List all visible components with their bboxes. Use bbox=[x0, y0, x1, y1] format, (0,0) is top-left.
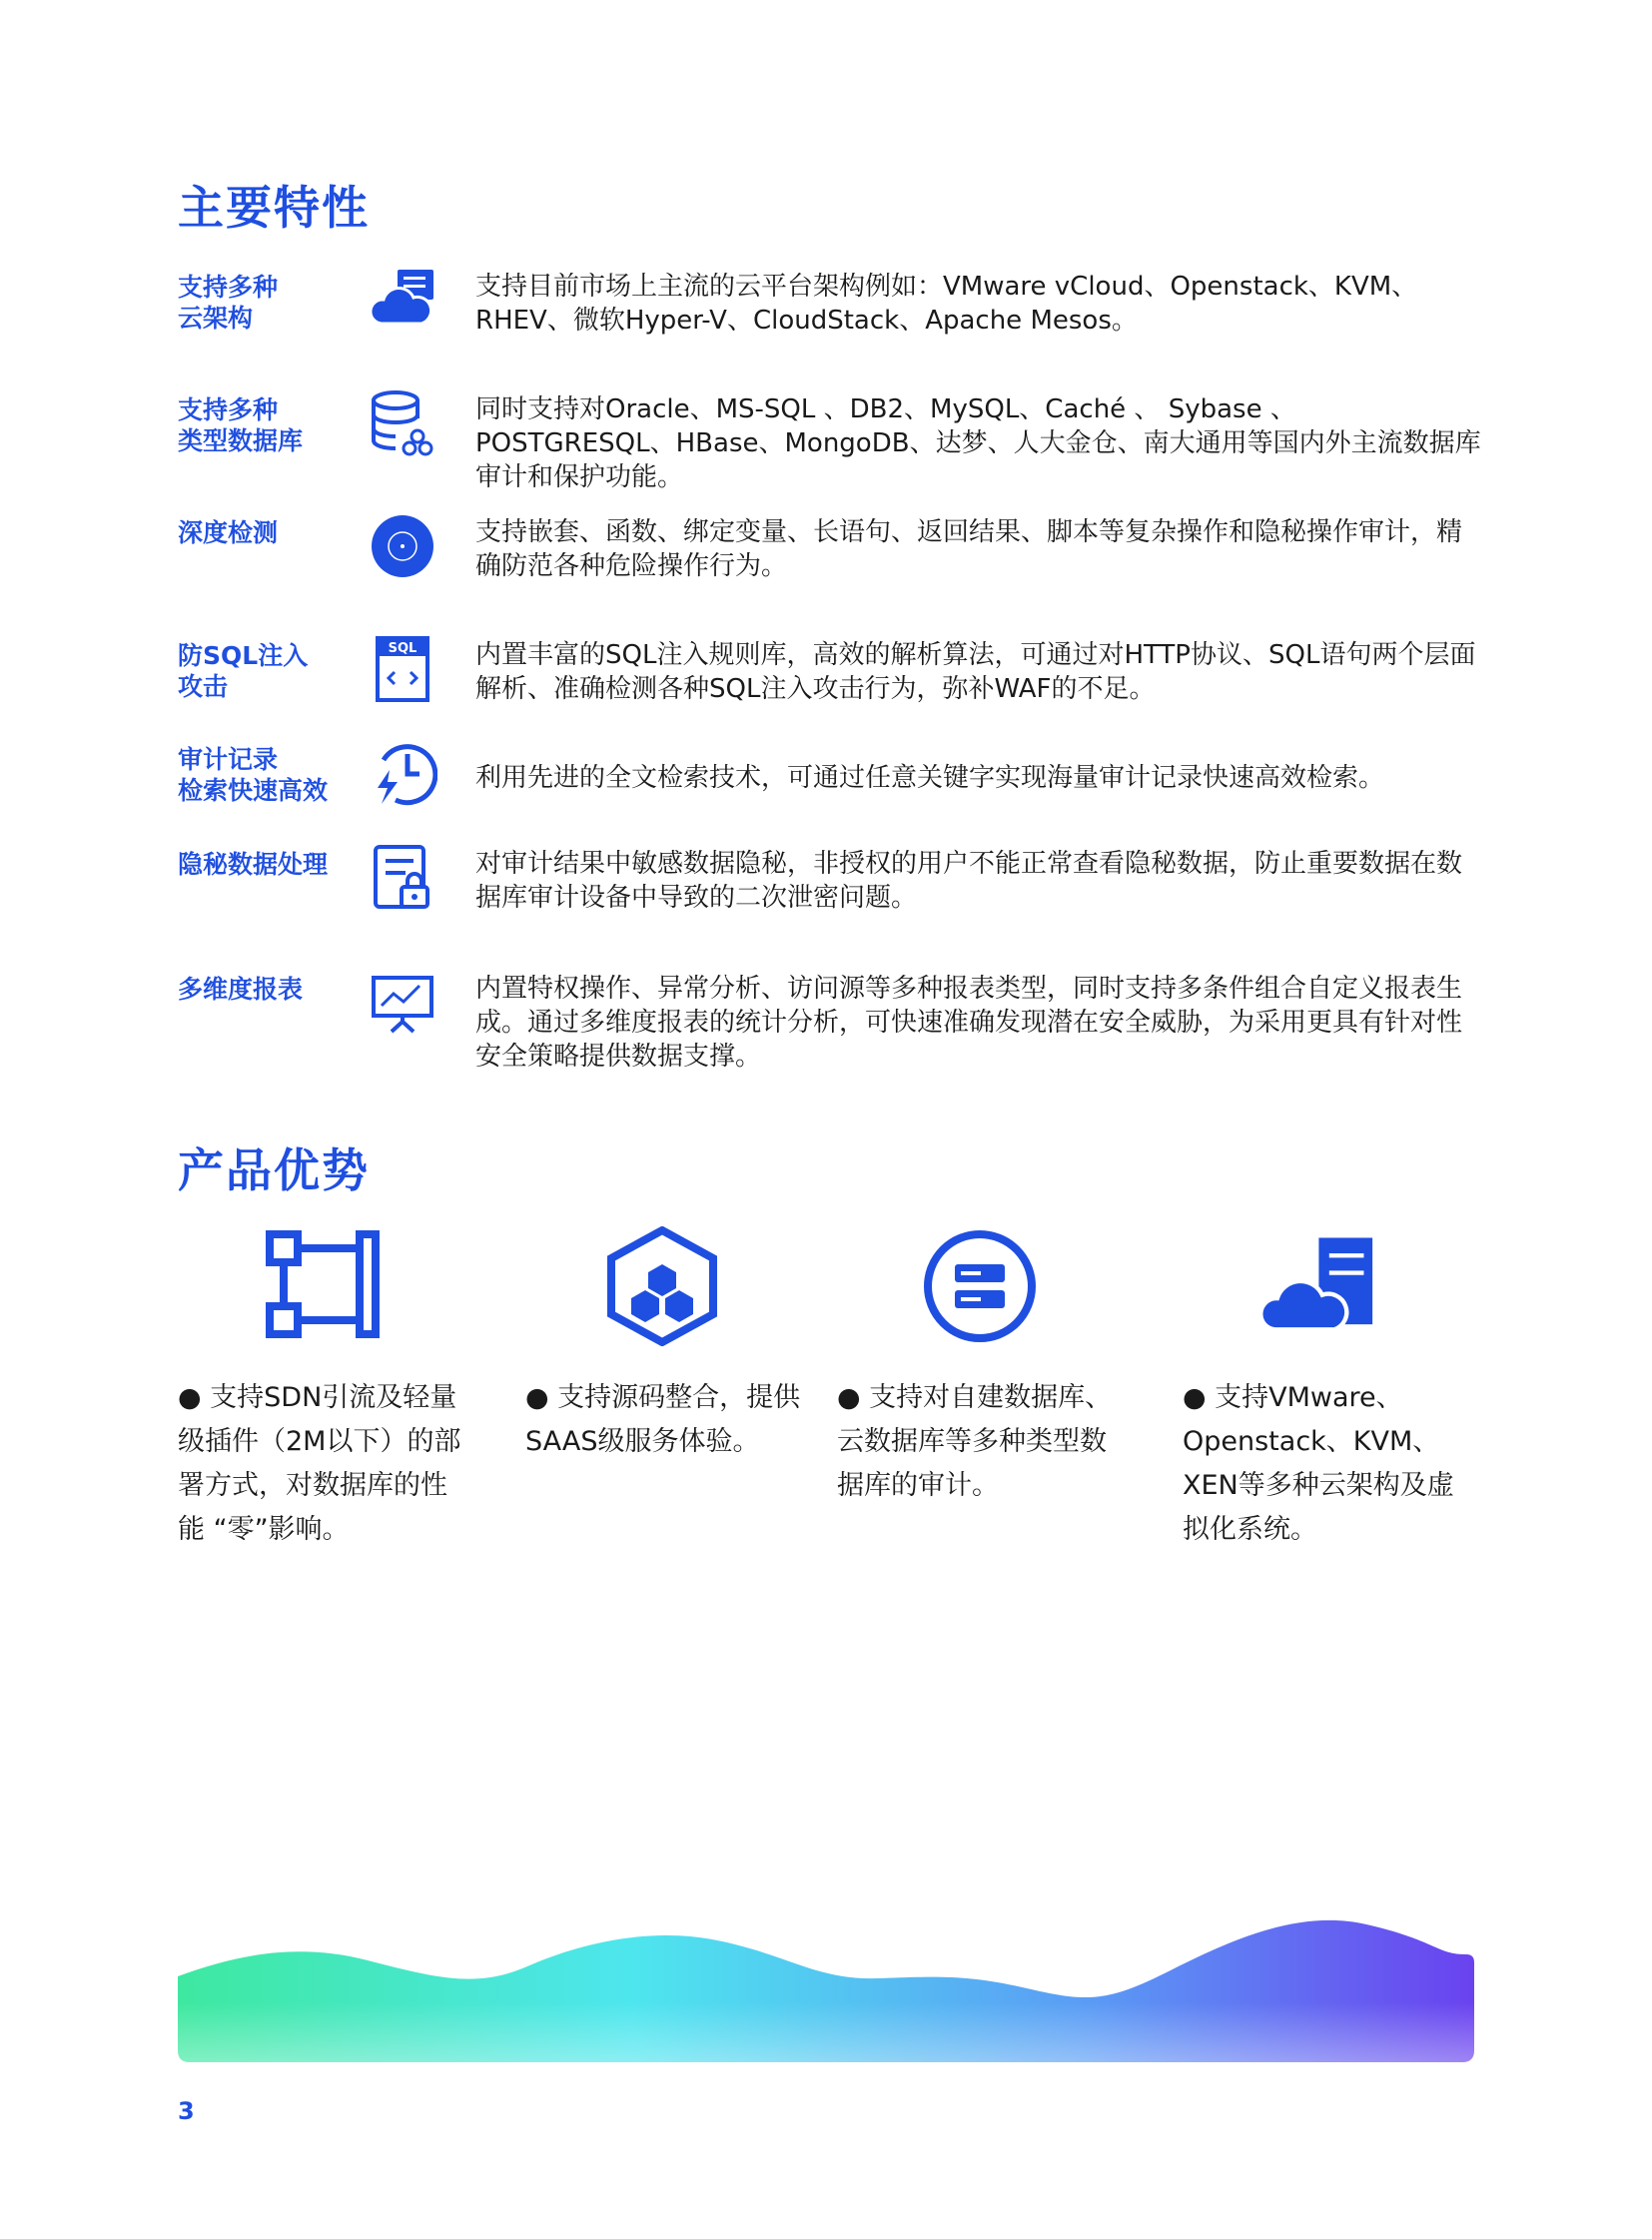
svg-text:SQL: SQL bbox=[388, 641, 417, 656]
server-circle-icon bbox=[915, 1226, 1045, 1346]
page-number: 3 bbox=[178, 2097, 195, 2125]
locked-document-icon bbox=[368, 843, 437, 913]
feature-label: 支持多种 类型数据库 bbox=[178, 395, 304, 455]
feature-row-audit-search bbox=[178, 744, 1476, 814]
advantage-text-3: ● 支持对自建数据库、云数据库等多种类型数据库的审计。 bbox=[837, 1382, 1113, 1501]
feature-text: 支持嵌套、函数、绑定变量、长语句、返回结果、脚本等复杂操作和隐秘操作审计，精确防范各种危险操作行为。 bbox=[475, 517, 1463, 581]
feature-label: 多维度报表 bbox=[178, 975, 304, 1004]
feature-row-sql-injection bbox=[178, 640, 1476, 710]
feature-text: 内置丰富的SQL注入规则库，高效的解析算法，可通过对HTTP协议、SQL语句两个层面解析、准确检测各种SQL注入攻击行为，弥补WAF的不足。 bbox=[475, 640, 1476, 704]
feature-row-cloud bbox=[178, 272, 1476, 342]
target-icon bbox=[368, 511, 437, 581]
feature-label: 防SQL注入 攻击 bbox=[178, 641, 309, 701]
cloud-server-large-icon bbox=[1256, 1226, 1386, 1346]
advantage-text-2: ● 支持源码整合，提供SAAS级服务体验。 bbox=[525, 1382, 801, 1457]
feature-text: 内置特权操作、异常分析、访问源等多种报表类型，同时支持多条件组合自定义报表生成。通过多维度报表的统计分析，可快速准确发现潜在安全威胁，为采用更具有针对性安全策略提供数据支撑。 bbox=[475, 974, 1463, 1072]
cloud-server-icon bbox=[368, 266, 437, 336]
feature-text: 利用先进的全文检索技术，可通过任意关键字实现海量审计记录快速高效检索。 bbox=[475, 763, 1385, 793]
features-heading: 主要特性 bbox=[178, 181, 370, 235]
network-bracket-icon bbox=[258, 1226, 388, 1346]
fast-clock-icon bbox=[368, 738, 437, 808]
presentation-chart-icon bbox=[368, 968, 437, 1038]
feature-label: 隐秘数据处理 bbox=[178, 850, 329, 879]
feature-label: 支持多种 云架构 bbox=[178, 273, 279, 333]
advantage-text-4: ● 支持VMware、Openstack、KVM、XEN等多种云架构及虚拟化系统。 bbox=[1183, 1382, 1454, 1545]
advantages-heading: 产品优势 bbox=[178, 1143, 370, 1197]
feature-row-reports bbox=[178, 974, 1476, 1074]
feature-text: 同时支持对Oracle、MS-SQL 、DB2、MySQL、Caché 、 Sybase 、POSTGRESQL、HBase、MongoDB、达梦、人大金仓、南大通用等国内外主流数据库审计和保护功能。 bbox=[475, 394, 1481, 492]
feature-label: 审计记录 检索快速高效 bbox=[178, 745, 329, 805]
decorative-wave-banner bbox=[178, 1902, 1474, 2062]
hexagon-nodes-icon bbox=[597, 1226, 727, 1346]
feature-text: 支持目前市场上主流的云平台架构例如：VMware vCloud、Openstack、KVM、RHEV、微软Hyper-V、CloudStack、Apache Mesos。 bbox=[475, 272, 1418, 336]
feature-row-data-masking bbox=[178, 849, 1476, 919]
feature-text: 对审计结果中敏感数据隐秘，非授权的用户不能正常查看隐秘数据，防止重要数据在数据库审计设备中导致的二次泄密问题。 bbox=[475, 849, 1463, 913]
feature-row-deep-inspection bbox=[178, 517, 1476, 587]
feature-row-database bbox=[178, 394, 1481, 492]
sql-file-icon bbox=[368, 634, 437, 704]
feature-label: 深度检测 bbox=[178, 518, 279, 547]
database-icon bbox=[368, 388, 437, 458]
advantage-text-1: ● 支持SDN引流及轻量级插件（2M以下）的部署方式，对数据库的性能 “零”影响。 bbox=[178, 1382, 461, 1545]
